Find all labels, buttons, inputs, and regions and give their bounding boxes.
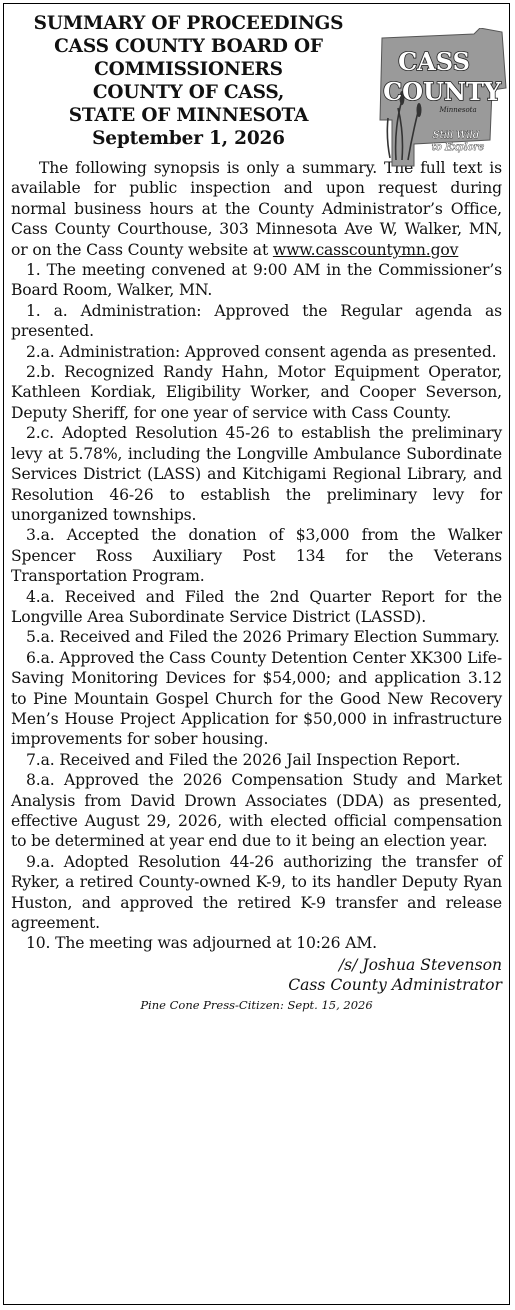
intro-text: The following synopsis is only a summary. The full text is available for public inspection and upon request during normal business hours at the County Administrator’s Office, Cass County Courthouse, 303 Minnesota Ave W, Walker, MN, or on the Cass County website at: [11, 159, 502, 259]
signature-role: Cass County Administrator: [288, 975, 502, 994]
intro-paragraph: [11, 158, 502, 260]
title-line: STATE OF MINNESOTA: [68, 105, 309, 126]
proceeding-item: 4.a. Received and Filed the 2nd Quarter Report for the Longville Area Subordinate Service District (LASSD).: [11, 587, 502, 626]
public-notice: [3, 3, 510, 1305]
logo-text-cass: CASS: [398, 47, 470, 76]
proceeding-item: 9.a. Adopted Resolution 44-26 authorizing the transfer of Ryker, a retired County-owned K-9, to its handler Deputy Ryan Huston, and approved the retired K-9 transfer and release agreement.: [11, 852, 502, 933]
publication-credit: Pine Cone Press-Citizen: Sept. 15, 2026: [140, 997, 373, 1012]
proceeding-item: 2.b. Recognized Randy Hahn, Motor Equipment Operator, Kathleen Kordiak, Eligibility Worker, and Cooper Severson, Deputy Sheriff, for one year of service with Cass County.: [11, 363, 502, 422]
website-link[interactable]: www.casscountymn.gov: [272, 240, 459, 259]
title-line: COMMISSIONERS: [94, 59, 283, 80]
title-line: COUNTY OF CASS,: [92, 82, 285, 103]
title-line: September 1, 2026: [92, 128, 285, 149]
proceeding-item: 3.a. Accepted the donation of $3,000 from the Walker Spencer Ross Auxiliary Post 134 for the Veterans Transportation Program.: [11, 526, 502, 586]
title-line: CASS COUNTY BOARD OF: [54, 36, 323, 57]
cass-county-seal-icon: [374, 28, 510, 168]
proceeding-item: 7.a. Received and Filed the 2026 Jail Inspection Report.: [26, 750, 461, 769]
proceeding-item: 1. The meeting convened at 9:00 AM in the Commissioner’s Board Room, Walker, MN.: [11, 261, 502, 300]
proceeding-item: 1. a. Administration: Approved the Regular agenda as presented.: [11, 301, 502, 341]
proceeding-item: 8.a. Approved the 2026 Compensation Study and Market Analysis from David Drown Associates (DDA) as presented, effective August 29, 2026, with elected official compensation to be determined at year end due to it being an election year.: [11, 771, 502, 851]
proceeding-item: 6.a. Approved the Cass County Detention Center XK300 Life-Saving Monitoring Devices for $54,000; and application 3.12 to Pine Mountain Gospel Church for the Good New Recovery Men’s House Project Application for $50,000 in infrastructure improvements for sober housing.: [11, 648, 502, 749]
notice-body: [11, 158, 502, 954]
signature-name: /s/ Joshua Stevenson: [338, 955, 502, 974]
logo-text-county: COUNTY: [383, 77, 501, 106]
logo-tagline: Still Wild: [432, 130, 480, 141]
notice-title: [11, 12, 366, 150]
proceeding-item: 2.c. Adopted Resolution 45-26 to establish the preliminary levy at 5.78%, including the Longville Ambulance Subordinate Services District (LASS) and Kitchigami Regional Library, and Resolution 46-26 to establish the preliminary levy for unorganized townships.: [11, 424, 502, 524]
proceeding-item: 2.a. Administration: Approved consent agenda as presented.: [26, 342, 497, 361]
signature-block: [11, 955, 502, 995]
logo-text-state: Minnesota: [439, 106, 477, 114]
title-line: SUMMARY OF PROCEEDINGS: [33, 13, 344, 34]
notice-header: [11, 8, 502, 158]
logo-tagline: to Explore: [431, 142, 485, 153]
proceeding-item: 10. The meeting was adjourned at 10:26 AM.: [26, 934, 377, 953]
proceeding-item: 5.a. Received and Filed the 2026 Primary Election Summary.: [26, 628, 500, 647]
